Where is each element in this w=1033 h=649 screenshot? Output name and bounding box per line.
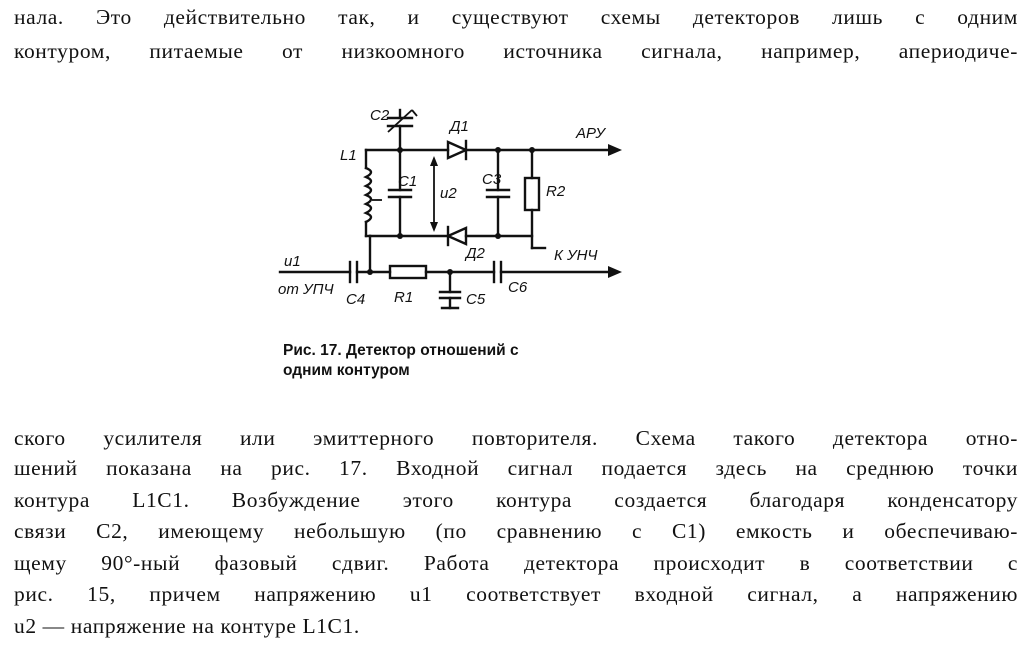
text-line: контуром, питаемые от низкоомного источника сигнала, например, апериодиче- bbox=[14, 39, 1018, 63]
label-c4: C4 bbox=[346, 291, 366, 308]
label-c6: C6 bbox=[508, 279, 528, 296]
label-r1: R1 bbox=[394, 289, 414, 306]
text-line: щему 90°-ный фазовый сдвиг. Работа детектора происходит в соответствии с bbox=[14, 551, 1018, 575]
label-ot-uplch: от УПЧ bbox=[278, 281, 334, 298]
text-line: u2 — напряжение на контуре L1C1. bbox=[14, 614, 360, 638]
caption-line: одним контуром bbox=[283, 362, 410, 379]
label-c5: C5 bbox=[466, 291, 486, 308]
text-line: связи C2, имеющему небольшую (по сравнению с C1) емкость и обеспечиваю- bbox=[14, 519, 1018, 543]
label-l1: L1 bbox=[340, 147, 357, 164]
label-d1: Д1 bbox=[450, 118, 469, 135]
label-d2: Д2 bbox=[466, 245, 485, 262]
circuit-diagram bbox=[270, 98, 640, 318]
text-line: контура L1C1. Возбуждение этого контура создается благодаря конденсатору bbox=[14, 488, 1018, 512]
caption-line: Рис. 17. Детектор отношений с bbox=[283, 342, 519, 359]
label-aru: АРУ bbox=[576, 125, 605, 142]
text-line: ского усилителя или эмиттерного повторителя. Схема такого детектора отно- bbox=[14, 426, 1018, 450]
label-c2: C2 bbox=[370, 107, 390, 124]
label-r2: R2 bbox=[546, 183, 566, 200]
text-line: шений показана на рис. 17. Входной сигнал подается здесь на среднюю точки bbox=[14, 456, 1018, 480]
figure-caption bbox=[283, 341, 643, 381]
label-u2: u2 bbox=[440, 185, 457, 202]
text-line: рис. 15, причем напряжению u1 соответствует входной сигнал, а напряжению bbox=[14, 582, 1018, 606]
label-c1: C1 bbox=[398, 173, 418, 190]
text-line: нала. Это действительно так, и существуют схемы детекторов лишь с одним bbox=[14, 5, 1018, 29]
label-c3: C3 bbox=[482, 171, 502, 188]
label-u1: u1 bbox=[284, 253, 301, 270]
label-k-unch: К УНЧ bbox=[554, 247, 598, 264]
